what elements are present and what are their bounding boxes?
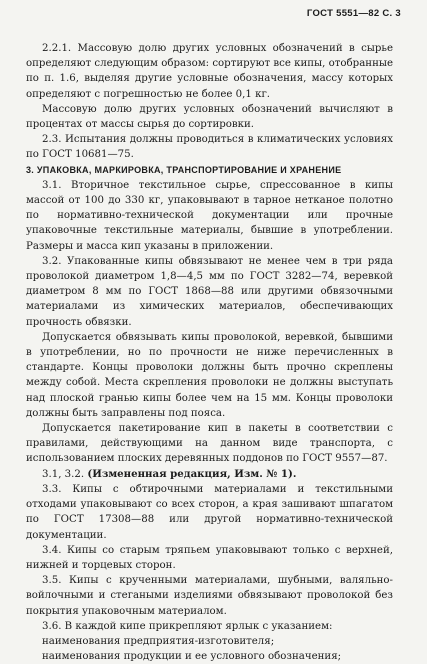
amendment-note	[26, 467, 393, 482]
paragraph-3-6: 3.6. В каждой кипе прикрепляют ярлык с указанием:	[42, 620, 333, 632]
paragraph-3-2-b: Допускается обвязывать кипы проволокой, веревкой, бывшими в употреблении, но по прочности не ниже перечисленных в стандарте. Концы проволоки должны быть прочно скреплены между собой. Места скрепления проволоки не должны выступать над плоской гранью кипы более чем на 15 мм. Концы проволоки должны быть заправлены под пояса.	[26, 331, 393, 419]
list-item: наименования продукции и ее условного обозначения;	[42, 651, 342, 663]
paragraph-3-3: 3.3. Кипы с обтирочными материалами и текстильными отходами упаковывают со всех сторон, а края зашивают шпагатом по ГОСТ 17308—88 или другой нормативно-технической документации.	[26, 483, 393, 541]
list-item: наименования предприятия-изготовителя;	[42, 635, 275, 647]
paragraph-3-1: 3.1. Вторичное текстильное сырье, спрессованное в кипы массой от 100 до 330 кг, упаковывают в тарное нетканое полотно по нормативно-технической документации или прочные упаковочные текстильные материалы, бывшие в употреблении. Размеры и масса кип указаны в приложении.	[26, 179, 393, 252]
amendment-text: (Измененная редакция, Изм. № 1).	[87, 467, 297, 480]
paragraph-3-2: 3.2. Упакованные кипы обвязывают не менее чем в три ряда проволокой диаметром 1,8—4,5 мм по ГОСТ 3282—74, веревкой диаметром 8 мм по ГОСТ 1868—88 или другими обвязочными материалами из химических материалов, обеспечивающих прочность обвязки.	[26, 255, 393, 328]
paragraph-3-2-c: Допускается пакетирование кип в пакеты в соответствии с правилами, действующими на данном виде транспорта, с использованием плоских деревянных поддонов по ГОСТ 9557—87.	[26, 423, 393, 465]
paragraph-2-2-1-b: Массовую долю других условных обозначений вычисляют в процентах от массы сырья до сортировки.	[26, 103, 393, 131]
paragraph-3-5: 3.5. Кипы с крученными материалами, шубными, валяльно-войлочными и стегаными изделиями обвязывают проволокой без покрытия упаковочным материалом.	[26, 575, 393, 617]
section-heading-3: 3. УПАКОВКА, МАРКИРОВКА, ТРАНСПОРТИРОВАНИЕ И ХРАНЕНИЕ	[26, 164, 342, 175]
document-body	[26, 41, 393, 664]
amendment-prefix: 3.1, 3.2.	[42, 468, 85, 480]
paragraph-3-4: 3.4. Кипы со старым тряпьем упаковывают только с верхней, нижней и торцевых сторон.	[26, 544, 393, 571]
paragraph-2-2-1: 2.2.1. Массовую долю других условных обозначений в сырье определяют следующим образом: сортируют все кипы, отобранные по п. 1.6, выделяя другие условные обозначения, массу которых определяют с погрешностью не более 0,1 кг.	[26, 43, 393, 100]
page-header: ГОСТ 5551—82 С. 3	[306, 8, 401, 19]
paragraph-2-3: 2.3. Испытания должны проводиться в климатических условиях по ГОСТ 10681—75.	[26, 134, 393, 161]
